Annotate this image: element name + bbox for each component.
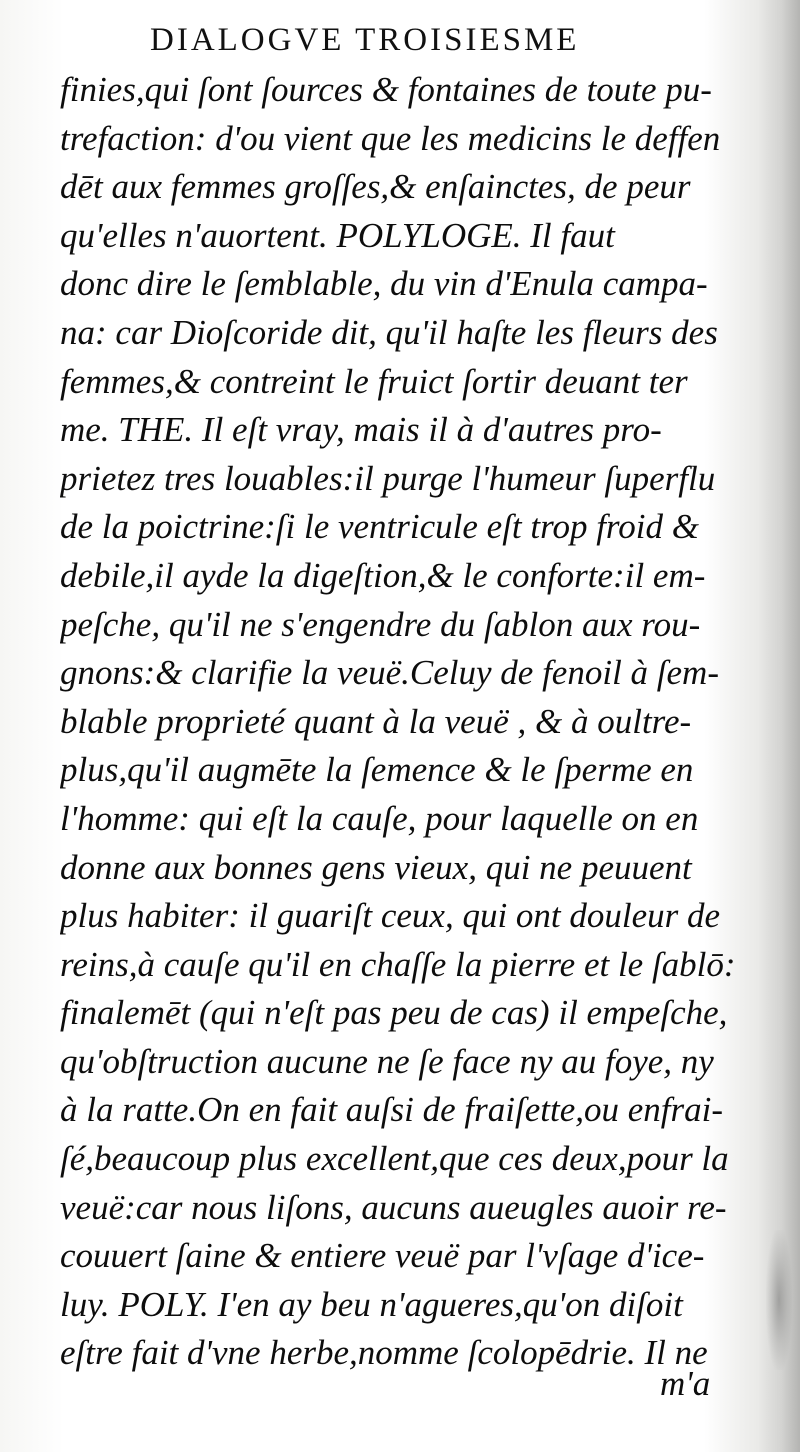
ink-blot	[766, 1230, 792, 1370]
text-line: dēt aux femmes groſſes,& enſainctes, de peur	[60, 167, 691, 207]
text-line: finalemēt (qui n'eſt pas peu de cas) il empeſche,	[60, 993, 728, 1033]
text-line: plus,qu'il augmēte la ſemence & le ſperme en	[60, 750, 694, 790]
text-line: donc dire le ſemblable, du vin d'Enula campa-	[60, 264, 708, 304]
catchword: m'a	[660, 1364, 711, 1403]
body-text	[60, 66, 740, 1378]
text-line: blable proprieté quant à la veuë , & à oultre-	[60, 701, 692, 741]
text-line: peſche, qu'il ne s'engendre du ſablon aux rou-	[60, 604, 701, 644]
text-line: qu'elles n'auortent. POLYLOGE. Il faut	[60, 215, 615, 255]
text-line: trefaction: d'ou vient que les medicins le deffen	[60, 118, 721, 158]
text-line: me. THE. Il eſt vray, mais il à d'autres pro-	[60, 410, 662, 450]
text-line: femmes,& contreint le fruict ſortir deuant ter	[60, 361, 688, 401]
text-line: reins,à cauſe qu'il en chaſſe la pierre et le ſablō:	[60, 944, 736, 984]
text-line: donne aux bonnes gens vieux, qui ne peuuent	[60, 847, 692, 887]
text-line: l'homme: qui eſt la cauſe, pour laquelle on en	[60, 798, 699, 838]
text-line: ſé,beaucoup plus excellent,que ces deux,pour la	[60, 1139, 729, 1179]
text-line: na: car Dioſcoride dit, qu'il haſte les fleurs des	[60, 312, 718, 352]
text-line: gnons:& clarifie la veuë.Celuy de fenoil à ſem-	[60, 653, 719, 693]
text-line: couuert ſaine & entiere veuë par l'vſage d'ice-	[60, 1236, 705, 1276]
text-line: à la ratte.On en fait auſsi de fraiſette,ou enfrai-	[60, 1090, 723, 1130]
text-line: prietez tres louables:il purge l'humeur ſuperflu	[60, 458, 716, 498]
text-line: qu'obſtruction aucune ne ſe face ny au foye, ny	[60, 1041, 714, 1081]
text-line: veuë:car nous liſons, aucuns aueugles auoir re-	[60, 1187, 727, 1227]
text-line: plus habiter: il guariſt ceux, qui ont douleur de	[60, 896, 721, 936]
running-head: DIALOGVE TROISIESME	[150, 22, 580, 58]
text-line: de la poictrine:ſi le ventricule eſt trop froid &	[60, 507, 699, 547]
text-line: luy. POLY. I'en ay beu n'agueres,qu'on diſoit	[60, 1284, 683, 1324]
text-line: debile,il ayde la digeſtion,& le conforte:il em-	[60, 555, 706, 595]
text-line: eſtre fait d'vne herbe,nomme ſcolopēdrie. Il ne	[60, 1333, 708, 1373]
text-line: finies,qui ſont ſources & fontaines de toute pu-	[60, 70, 712, 109]
